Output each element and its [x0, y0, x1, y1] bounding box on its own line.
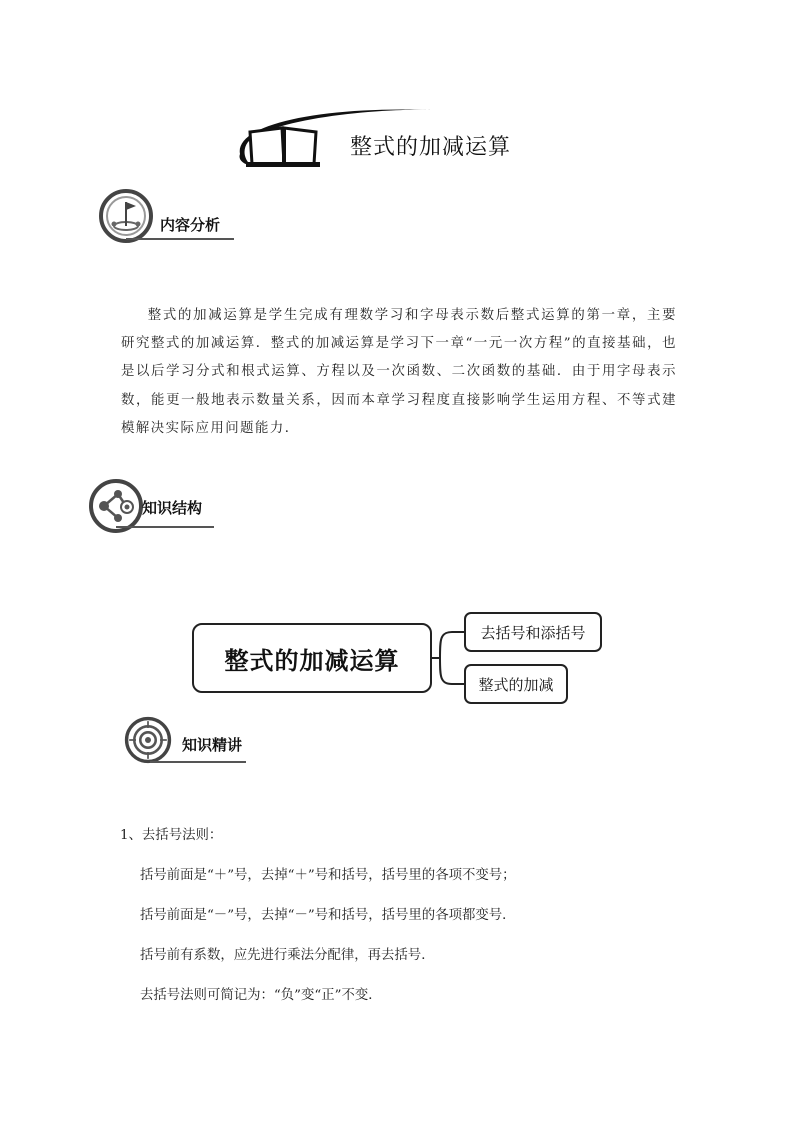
mindmap-root: 整式的加减运算	[192, 623, 432, 693]
section-underline	[116, 526, 214, 528]
mindmap-branch: 整式的加减	[464, 664, 568, 704]
section-title-lecture: 知识精讲	[182, 736, 243, 754]
section-underline	[126, 238, 234, 240]
section-title-structure: 知识结构	[142, 499, 203, 517]
rule-item: 括号前面是“＋”号，去掉“＋”号和括号，括号里的各项不变号；	[140, 868, 516, 883]
rule-item: 括号前面是“－”号，去掉“－”号和括号，括号里的各项都变号．	[140, 908, 516, 923]
rule-item: 去括号法则可简记为：“负”变“正”不变．	[140, 988, 382, 1003]
intro-paragraph: 整式的加减运算是学生完成有理数学习和字母表示数后整式运算的第一章，主要研究整式的加减运算．整式的加减运算是学习下一章“一元一次方程”的直接基础，也是以后学习分式和根式运算、方程以及一次函数、二次函数的基础．由于用字母表示数，能更一般地表示数量关系，因而本章学习程度直接影响学生运用方程、不等式建模解决实际应用问题能力．	[121, 308, 677, 436]
flag-target-icon	[98, 188, 154, 244]
target-icon	[124, 716, 172, 764]
open-book-icon	[246, 128, 320, 167]
section-title-analysis: 内容分析	[160, 216, 221, 234]
mindmap-branch: 去括号和添括号	[464, 612, 602, 652]
rules-heading: 1、去括号法则：	[120, 828, 223, 843]
document-title: 整式的加减运算	[350, 135, 512, 160]
section-underline	[150, 761, 246, 763]
rule-item: 括号前有系数，应先进行乘法分配律，再去括号．	[140, 948, 435, 963]
